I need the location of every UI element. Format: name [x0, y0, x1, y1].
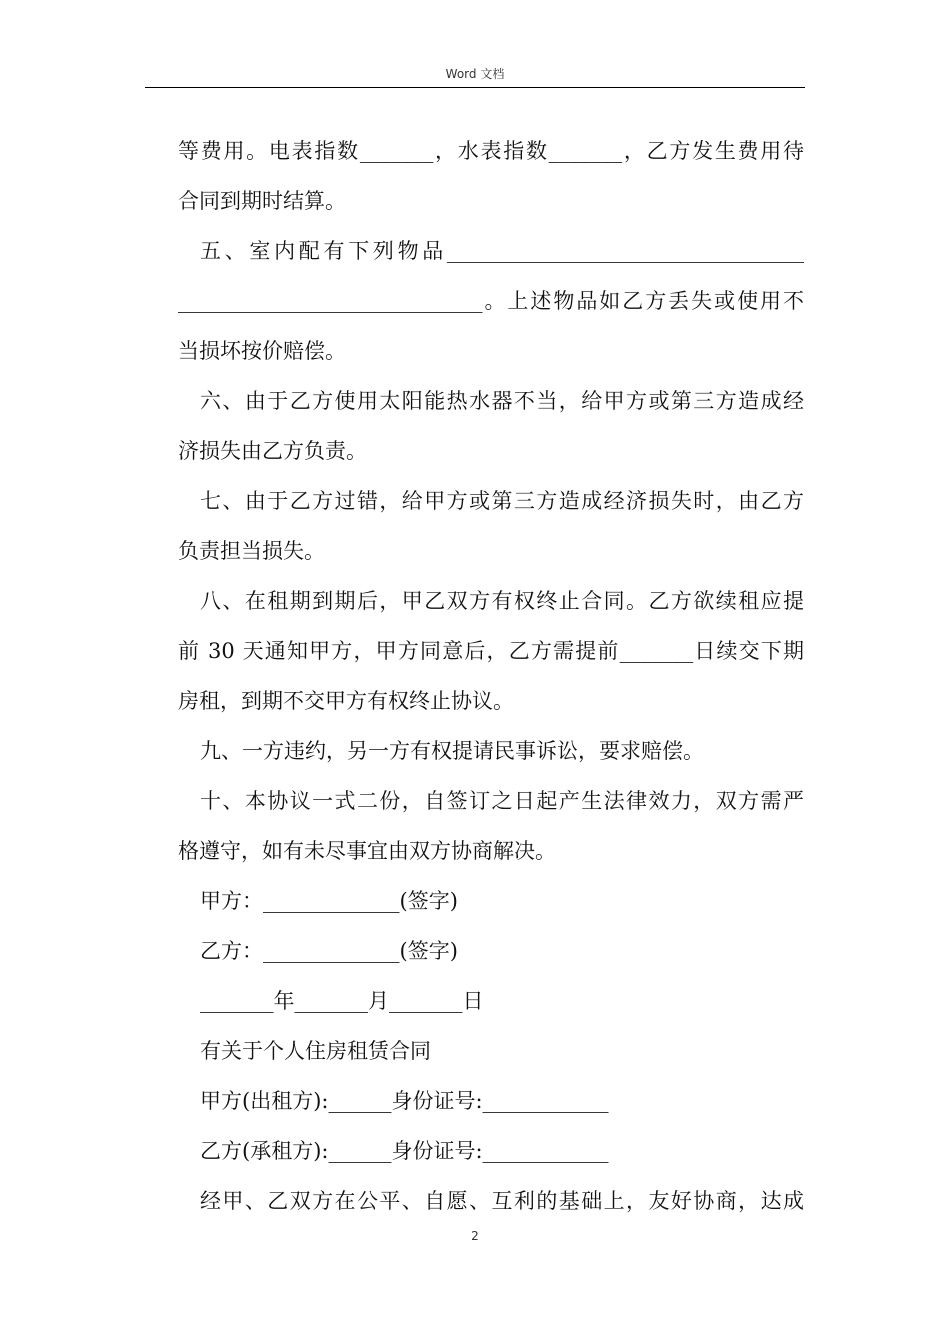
party-b-info-line: 乙方(承租方):______身份证号:____________	[200, 1139, 609, 1163]
header-rule	[145, 87, 805, 88]
text-line: 五、室内配有下列物品__________________________________	[200, 239, 804, 263]
text-line: 七、由于乙方过错，给甲方或第三方造成经济损失时，由乙方	[200, 489, 804, 513]
text-line: 等费用。电表指数_______，水表指数_______，乙方发生费用待	[178, 139, 804, 163]
text-line: 前 30 天通知甲方，甲方同意后，乙方需提前_______日续交下期	[178, 639, 804, 663]
text-line: 九、一方违约，另一方有权提请民事诉讼，要求赔偿。	[200, 739, 704, 763]
signature-line-party-b: 乙方：_____________(签字)	[200, 939, 458, 963]
page-header: Word 文档	[445, 67, 505, 81]
text-line: 当损坏按价赔偿。	[178, 339, 346, 363]
text-line: 经甲、乙双方在公平、自愿、互利的基础上，友好协商，达成	[200, 1189, 804, 1213]
text-line: 合同到期时结算。	[178, 189, 346, 213]
text-line: 十、本协议一式二份，自签订之日起产生法律效力，双方需严	[200, 789, 804, 813]
party-a-info-line: 甲方(出租方):______身份证号:____________	[200, 1089, 609, 1113]
date-line: _______年_______月_______日	[200, 989, 484, 1013]
document-body	[178, 126, 804, 1226]
page-number: 2	[471, 1229, 479, 1243]
section-title: 有关于个人住房租赁合同	[200, 1039, 431, 1063]
signature-line-party-a: 甲方：_____________(签字)	[200, 889, 458, 913]
text-line: 房租，到期不交甲方有权终止协议。	[178, 689, 514, 713]
text-line: 六、由于乙方使用太阳能热水器不当，给甲方或第三方造成经	[200, 389, 804, 413]
text-line: _____________________________。上述物品如乙方丢失或使用不	[178, 289, 804, 313]
text-line: 格遵守，如有未尽事宜由双方协商解决。	[178, 839, 556, 863]
text-line: 负责担当损失。	[178, 539, 325, 563]
text-line: 济损失由乙方负责。	[178, 439, 367, 463]
text-line: 八、在租期到期后，甲乙双方有权终止合同。乙方欲续租应提	[200, 589, 804, 613]
